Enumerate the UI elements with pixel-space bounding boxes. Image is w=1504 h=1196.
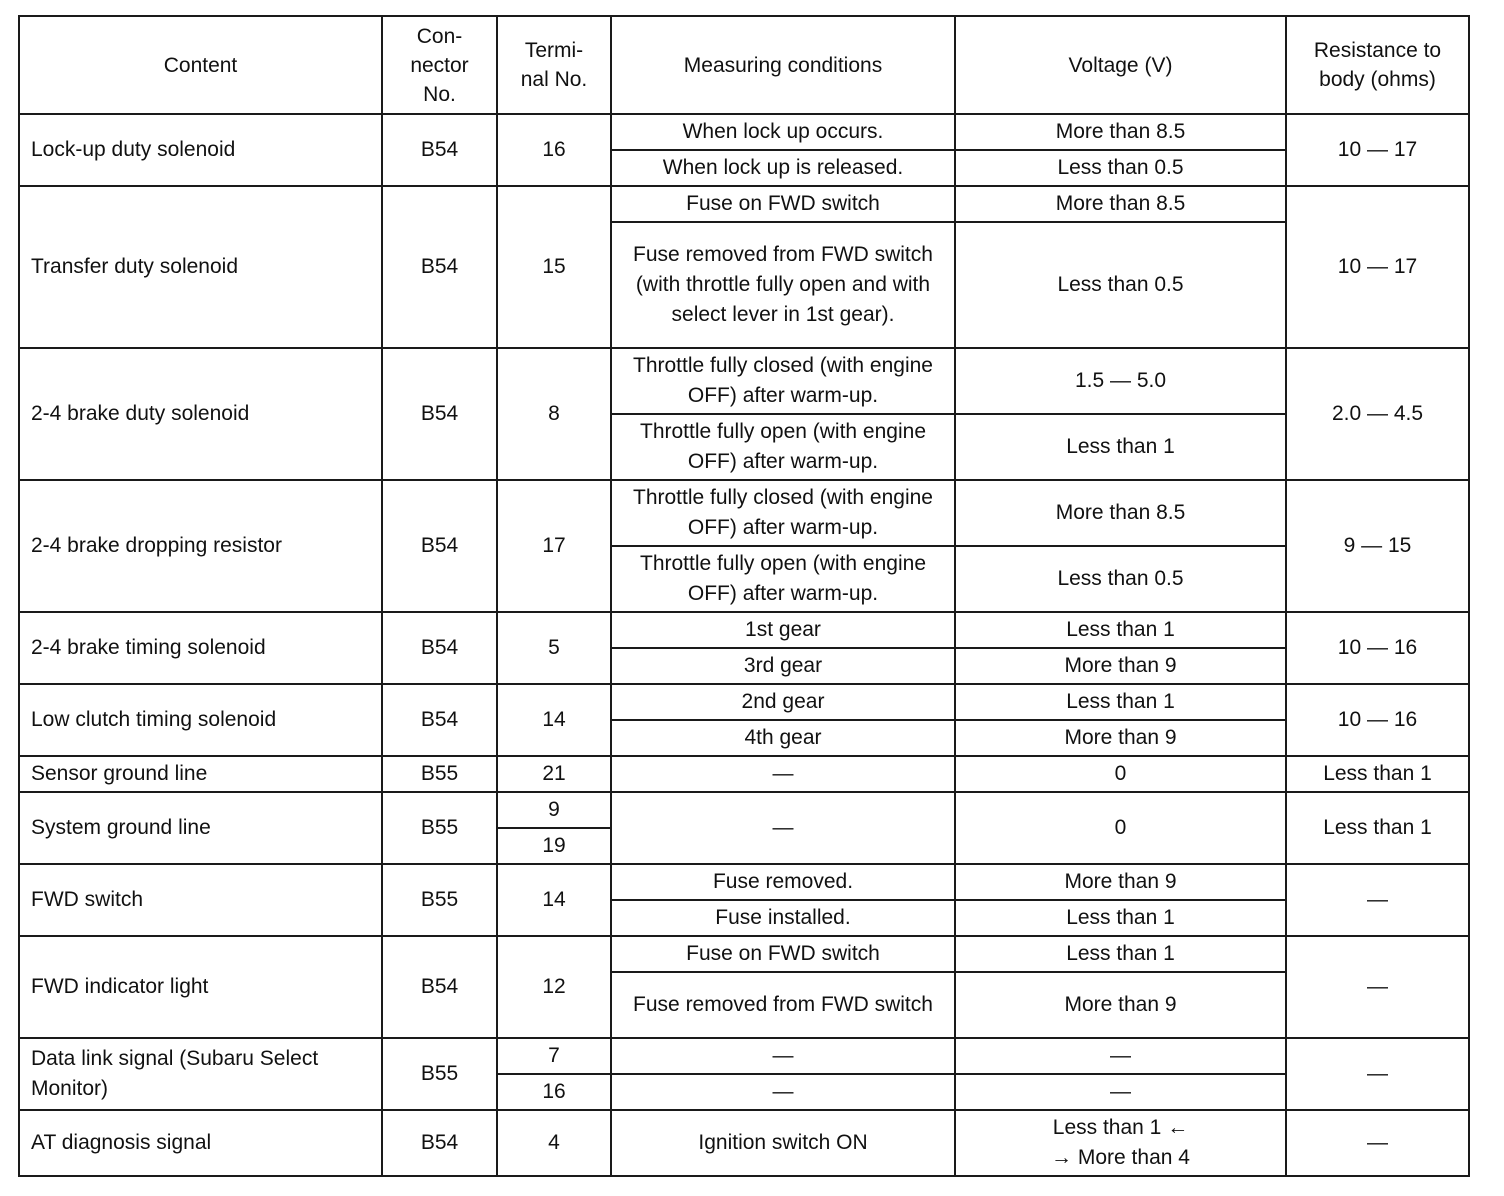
voltage-cell: —	[955, 1038, 1286, 1074]
voltage-cell: Less than 1	[955, 612, 1286, 648]
condition-cell: Fuse removed from FWD switch (with throttle fully open and with select lever in 1st gear).	[611, 222, 955, 348]
content-cell: Lock-up duty solenoid	[19, 114, 382, 186]
voltage-cell: More than 9	[955, 972, 1286, 1038]
voltage-cell: More than 9	[955, 720, 1286, 756]
header-terminal: Termi- nal No.	[497, 16, 611, 114]
voltage-cell: Less than 1	[955, 414, 1286, 480]
header-row	[19, 16, 1469, 114]
table-row	[19, 684, 1469, 720]
condition-cell: When lock up occurs.	[611, 114, 955, 150]
connector-cell: B54	[382, 1110, 497, 1176]
terminal-cell: 17	[497, 480, 611, 612]
content-cell: 2-4 brake duty solenoid	[19, 348, 382, 480]
condition-cell: 4th gear	[611, 720, 955, 756]
table-row	[19, 114, 1469, 150]
voltage-cell: Less than 1	[955, 936, 1286, 972]
table-row	[19, 756, 1469, 792]
terminal-cell: 14	[497, 684, 611, 756]
resistance-cell: 10 — 16	[1286, 684, 1469, 756]
resistance-cell: 10 — 17	[1286, 114, 1469, 186]
header-conditions: Measuring conditions	[611, 16, 955, 114]
resistance-cell: —	[1286, 1038, 1469, 1110]
terminal-cell: 19	[497, 828, 611, 864]
content-cell: 2-4 brake dropping resistor	[19, 480, 382, 612]
header-resistance: Resistance to body (ohms)	[1286, 16, 1469, 114]
condition-cell: —	[611, 1074, 955, 1110]
content-cell: Transfer duty solenoid	[19, 186, 382, 348]
table-row	[19, 1110, 1469, 1176]
condition-cell: Throttle fully closed (with engine OFF) after warm-up.	[611, 480, 955, 546]
voltage-cell: More than 8.5	[955, 186, 1286, 222]
terminal-cell: 15	[497, 186, 611, 348]
resistance-cell: 2.0 — 4.5	[1286, 348, 1469, 480]
condition-cell: —	[611, 792, 955, 864]
content-cell: FWD switch	[19, 864, 382, 936]
inspection-table	[18, 15, 1470, 1177]
table-row	[19, 186, 1469, 222]
header-voltage: Voltage (V)	[955, 16, 1286, 114]
terminal-cell: 16	[497, 1074, 611, 1110]
terminal-cell: 8	[497, 348, 611, 480]
condition-cell: —	[611, 1038, 955, 1074]
table-row	[19, 936, 1469, 972]
table-row	[19, 792, 1469, 828]
resistance-cell: Less than 1	[1286, 792, 1469, 864]
content-cell: FWD indicator light	[19, 936, 382, 1038]
table-row	[19, 864, 1469, 900]
voltage-cell: Less than 1 ← → More than 4	[955, 1110, 1286, 1176]
connector-cell: B54	[382, 684, 497, 756]
condition-cell: When lock up is released.	[611, 150, 955, 186]
terminal-cell: 5	[497, 612, 611, 684]
resistance-cell: —	[1286, 1110, 1469, 1176]
condition-cell: 2nd gear	[611, 684, 955, 720]
content-cell: AT diagnosis signal	[19, 1110, 382, 1176]
terminal-cell: 21	[497, 756, 611, 792]
connector-cell: B55	[382, 864, 497, 936]
terminal-cell: 4	[497, 1110, 611, 1176]
condition-cell: Fuse installed.	[611, 900, 955, 936]
resistance-cell: 9 — 15	[1286, 480, 1469, 612]
resistance-cell: Less than 1	[1286, 756, 1469, 792]
content-cell: Data link signal (Subaru Select Monitor)	[19, 1038, 382, 1110]
condition-cell: Fuse on FWD switch	[611, 936, 955, 972]
terminal-cell: 7	[497, 1038, 611, 1074]
connector-cell: B55	[382, 792, 497, 864]
voltage-cell: Less than 0.5	[955, 546, 1286, 612]
connector-cell: B55	[382, 1038, 497, 1110]
content-cell: System ground line	[19, 792, 382, 864]
table-row	[19, 612, 1469, 648]
voltage-cell: 0	[955, 792, 1286, 864]
table-row	[19, 348, 1469, 414]
voltage-cell: 1.5 — 5.0	[955, 348, 1286, 414]
resistance-cell: —	[1286, 864, 1469, 936]
terminal-cell: 12	[497, 936, 611, 1038]
table-row	[19, 1038, 1469, 1074]
voltage-cell: Less than 1	[955, 900, 1286, 936]
condition-cell: —	[611, 756, 955, 792]
condition-cell: 1st gear	[611, 612, 955, 648]
voltage-cell: More than 9	[955, 648, 1286, 684]
resistance-cell: 10 — 17	[1286, 186, 1469, 348]
condition-cell: Fuse removed.	[611, 864, 955, 900]
condition-cell: 3rd gear	[611, 648, 955, 684]
connector-cell: B55	[382, 756, 497, 792]
header-content: Content	[19, 16, 382, 114]
terminal-cell: 14	[497, 864, 611, 936]
connector-cell: B54	[382, 612, 497, 684]
condition-cell: Throttle fully open (with engine OFF) after warm-up.	[611, 414, 955, 480]
condition-cell: Throttle fully open (with engine OFF) after warm-up.	[611, 546, 955, 612]
voltage-cell: 0	[955, 756, 1286, 792]
content-cell: 2-4 brake timing solenoid	[19, 612, 382, 684]
terminal-cell: 16	[497, 114, 611, 186]
content-cell: Sensor ground line	[19, 756, 382, 792]
content-cell: Low clutch timing solenoid	[19, 684, 382, 756]
voltage-cell: Less than 0.5	[955, 150, 1286, 186]
connector-cell: B54	[382, 480, 497, 612]
condition-cell: Fuse on FWD switch	[611, 186, 955, 222]
connector-cell: B54	[382, 348, 497, 480]
resistance-cell: —	[1286, 936, 1469, 1038]
header-connector: Con- nector No.	[382, 16, 497, 114]
voltage-cell: Less than 1	[955, 684, 1286, 720]
connector-cell: B54	[382, 114, 497, 186]
terminal-cell: 9	[497, 792, 611, 828]
condition-cell: Fuse removed from FWD switch	[611, 972, 955, 1038]
connector-cell: B54	[382, 936, 497, 1038]
voltage-cell: More than 8.5	[955, 480, 1286, 546]
condition-cell: Ignition switch ON	[611, 1110, 955, 1176]
resistance-cell: 10 — 16	[1286, 612, 1469, 684]
connector-cell: B54	[382, 186, 497, 348]
voltage-cell: More than 9	[955, 864, 1286, 900]
voltage-cell: More than 8.5	[955, 114, 1286, 150]
table-row	[19, 480, 1469, 546]
voltage-cell: —	[955, 1074, 1286, 1110]
condition-cell: Throttle fully closed (with engine OFF) after warm-up.	[611, 348, 955, 414]
voltage-cell: Less than 0.5	[955, 222, 1286, 348]
